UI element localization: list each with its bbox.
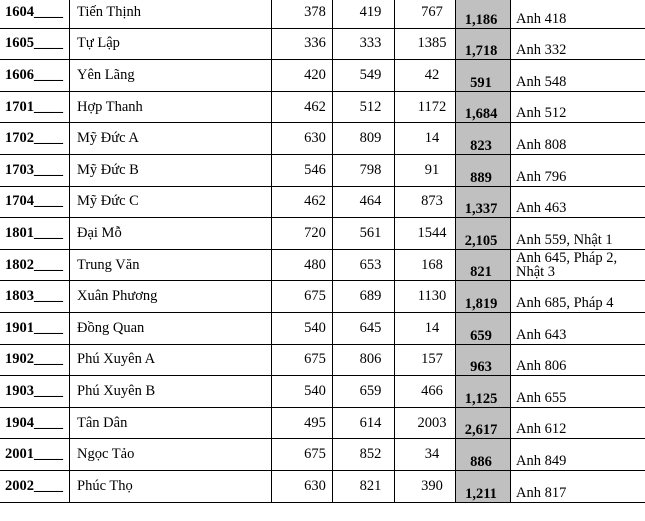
nv2-value: 1130 — [395, 281, 456, 313]
school-name: Mỹ Đức C — [70, 186, 272, 218]
quota-value: 630 — [272, 470, 333, 502]
total-value: 2,105 — [456, 218, 511, 250]
language-value: Anh 796 — [511, 154, 645, 186]
school-name: Đại Mỗ — [70, 218, 272, 250]
table-row — [0, 376, 645, 408]
language-value: Anh 559, Nhật 1 — [511, 218, 645, 250]
school-name: Phú Xuyên B — [70, 376, 272, 408]
school-name: Ngọc Tảo — [70, 439, 272, 471]
quota-value: 720 — [272, 218, 333, 250]
school-code: 1703____ — [0, 154, 70, 186]
language-value: Anh 806 — [511, 344, 645, 376]
quota-value: 462 — [272, 186, 333, 218]
school-name: Xuân Phương — [70, 281, 272, 313]
registered-value: 645 — [333, 312, 395, 344]
table-row — [0, 344, 645, 376]
quota-value: 540 — [272, 312, 333, 344]
nv2-value: 767 — [395, 0, 456, 28]
table-row — [0, 0, 645, 28]
language-value: Anh 463 — [511, 186, 645, 218]
school-code: 1801____ — [0, 218, 70, 250]
total-value: 1,819 — [456, 281, 511, 313]
school-name: Tiến Thịnh — [70, 0, 272, 28]
registered-value: 806 — [333, 344, 395, 376]
table-row — [0, 154, 645, 186]
table-row — [0, 407, 645, 439]
table-row — [0, 123, 645, 155]
quota-value: 336 — [272, 28, 333, 60]
quota-value: 495 — [272, 407, 333, 439]
language-value: Anh 645, Pháp 2, Nhật 3 — [511, 249, 645, 281]
quota-value: 675 — [272, 439, 333, 471]
total-value: 1,211 — [456, 470, 511, 502]
school-code: 1802____ — [0, 249, 70, 281]
table-row — [0, 218, 645, 250]
quota-value: 378 — [272, 0, 333, 28]
total-value: 1,125 — [456, 376, 511, 408]
language-value: Anh 548 — [511, 60, 645, 92]
table-row — [0, 470, 645, 502]
school-code: 1704____ — [0, 186, 70, 218]
school-code: 1903____ — [0, 376, 70, 408]
school-name: Hợp Thanh — [70, 91, 272, 123]
language-value: Anh 512 — [511, 91, 645, 123]
registered-value: 614 — [333, 407, 395, 439]
quota-value: 420 — [272, 60, 333, 92]
registered-value: 798 — [333, 154, 395, 186]
total-value: 1,186 — [456, 0, 511, 28]
nv2-value: 2003 — [395, 407, 456, 439]
language-value: Anh 817 — [511, 470, 645, 502]
school-code: 1701____ — [0, 91, 70, 123]
school-name: Phúc Thọ — [70, 470, 272, 502]
total-value: 1,684 — [456, 91, 511, 123]
nv2-value: 14 — [395, 312, 456, 344]
language-value: Anh 612 — [511, 407, 645, 439]
table-row — [0, 28, 645, 60]
language-value: Anh 655 — [511, 376, 645, 408]
nv2-value: 157 — [395, 344, 456, 376]
quota-value: 675 — [272, 344, 333, 376]
language-value: Anh 808 — [511, 123, 645, 155]
nv2-value: 91 — [395, 154, 456, 186]
school-code: 1702____ — [0, 123, 70, 155]
nv2-value: 873 — [395, 186, 456, 218]
registered-value: 659 — [333, 376, 395, 408]
language-value: Anh 332 — [511, 28, 645, 60]
total-value: 659 — [456, 312, 511, 344]
total-value: 1,337 — [456, 186, 511, 218]
total-value: 1,718 — [456, 28, 511, 60]
total-value: 821 — [456, 249, 511, 281]
school-code: 1902____ — [0, 344, 70, 376]
school-code: 1803____ — [0, 281, 70, 313]
registered-value: 809 — [333, 123, 395, 155]
language-value: Anh 685, Pháp 4 — [511, 281, 645, 313]
registered-value: 419 — [333, 0, 395, 28]
table-row — [0, 312, 645, 344]
school-name: Đồng Quan — [70, 312, 272, 344]
total-value: 889 — [456, 154, 511, 186]
language-value: Anh 849 — [511, 439, 645, 471]
table-row — [0, 249, 645, 281]
school-code: 1901____ — [0, 312, 70, 344]
quota-value: 462 — [272, 91, 333, 123]
nv2-value: 168 — [395, 249, 456, 281]
quota-value: 675 — [272, 281, 333, 313]
table-row — [0, 186, 645, 218]
registered-value: 821 — [333, 470, 395, 502]
nv2-value: 390 — [395, 470, 456, 502]
total-value: 963 — [456, 344, 511, 376]
table-row — [0, 60, 645, 92]
nv2-value: 1172 — [395, 91, 456, 123]
school-name: Tự Lập — [70, 28, 272, 60]
table-row — [0, 281, 645, 313]
total-value: 2,617 — [456, 407, 511, 439]
table-row — [0, 439, 645, 471]
registered-value: 561 — [333, 218, 395, 250]
registered-value: 549 — [333, 60, 395, 92]
school-code: 1604____ — [0, 0, 70, 28]
school-name: Phú Xuyên A — [70, 344, 272, 376]
registered-value: 464 — [333, 186, 395, 218]
quota-value: 630 — [272, 123, 333, 155]
quota-value: 540 — [272, 376, 333, 408]
total-value: 591 — [456, 60, 511, 92]
registered-value: 653 — [333, 249, 395, 281]
nv2-value: 14 — [395, 123, 456, 155]
school-name: Mỹ Đức B — [70, 154, 272, 186]
school-name: Tân Dân — [70, 407, 272, 439]
school-code: 1605____ — [0, 28, 70, 60]
language-value: Anh 643 — [511, 312, 645, 344]
registered-value: 333 — [333, 28, 395, 60]
nv2-value: 42 — [395, 60, 456, 92]
quota-value: 480 — [272, 249, 333, 281]
nv2-value: 466 — [395, 376, 456, 408]
nv2-value: 1385 — [395, 28, 456, 60]
table-row — [0, 91, 645, 123]
school-name: Yên Lãng — [70, 60, 272, 92]
nv2-value: 34 — [395, 439, 456, 471]
nv2-value: 1544 — [395, 218, 456, 250]
registered-value: 689 — [333, 281, 395, 313]
school-name: Trung Văn — [70, 249, 272, 281]
quota-value: 546 — [272, 154, 333, 186]
registered-value: 512 — [333, 91, 395, 123]
school-code: 2002____ — [0, 470, 70, 502]
school-code: 1606____ — [0, 60, 70, 92]
total-value: 886 — [456, 439, 511, 471]
total-value: 823 — [456, 123, 511, 155]
school-code: 1904____ — [0, 407, 70, 439]
school-code: 2001____ — [0, 439, 70, 471]
school-name: Mỹ Đức A — [70, 123, 272, 155]
registered-value: 852 — [333, 439, 395, 471]
language-value: Anh 418 — [511, 0, 645, 28]
